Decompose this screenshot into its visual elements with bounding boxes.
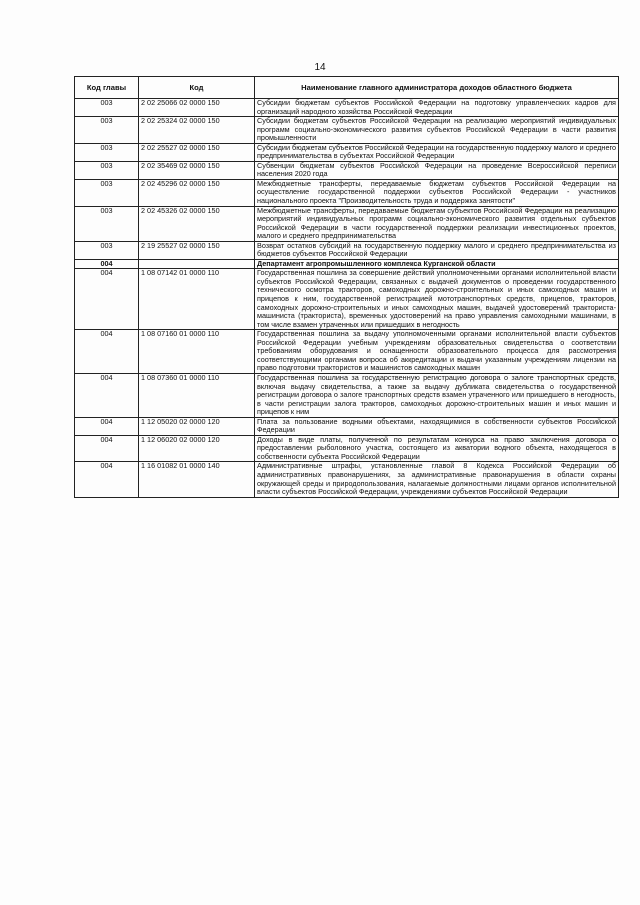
table-row <box>75 206 619 241</box>
table-row <box>75 417 619 435</box>
cell-chapter-code: 003 <box>75 117 139 144</box>
table-row <box>75 435 619 462</box>
cell-administrator-name: Государственная пошлина за совершение действий уполномоченными органами исполнительной власти субъектов Российской Федерации, связанных с выдачей документов о проведении государственного технического осмотра тракторов, самоходных дорожно-строительных и иных самоходных машин и прицепов к ним, государственной регистрацией мототранспортных средств, прицепов, тракторов, самоходных дорожно-строительных и иных самоходных машин, выдачей удостоверений тракториста-машиниста (тракториста), временных удостоверений на право управления самоходными машинами, в том числе взамен утраченных или пришедших в негодность <box>255 269 619 330</box>
cell-budget-code: 1 12 05020 02 0000 120 <box>139 417 255 435</box>
table-body <box>75 99 619 498</box>
cell-administrator-name: Субсидии бюджетам субъектов Российской Федерации на реализацию мероприятий индивидуальных программ социально-экономического развития субъектов Российской Федерации в части развития промышленности <box>255 117 619 144</box>
cell-chapter-code: 004 <box>75 373 139 417</box>
table-row <box>75 462 619 497</box>
cell-administrator-name: Административные штрафы, установленные главой 8 Кодекса Российской Федерации об административных правонарушениях, за административные правонарушения в области охраны окружающей среды и природопользования, налагаемые должностными лицами органов исполнительной власти субъектов Российской Федерации, учреждениями субъектов Российской Федерации <box>255 462 619 497</box>
header-chapter-code: Код главы <box>75 77 139 99</box>
cell-administrator-name: Государственная пошлина за выдачу уполномоченными органами исполнительной власти субъектов Российской Федерации учебным учреждениям образовательных свидетельства о соответствии требованиям оборудования и оснащенности образовательного процесса для рассмотрения соответствующими органами вопроса об аккредитации и выдачи указанным учреждениям лицензии на право подготовки трактористов и машинистов самоходных машин <box>255 330 619 374</box>
cell-budget-code: 2 19 25527 02 0000 150 <box>139 241 255 259</box>
cell-administrator-name: Плата за пользование водными объектами, находящимися в собственности субъектов Российской Федерации <box>255 417 619 435</box>
cell-chapter-code: 003 <box>75 161 139 179</box>
cell-administrator-name: Департамент агропромышленного комплекса Курганской области <box>255 259 619 269</box>
table-row <box>75 143 619 161</box>
table-row <box>75 269 619 330</box>
table-row <box>75 373 619 417</box>
cell-budget-code: 2 02 25066 02 0000 150 <box>139 99 255 117</box>
cell-administrator-name: Субвенции бюджетам субъектов Российской Федерации на проведение Всероссийской переписи населения 2020 года <box>255 161 619 179</box>
page-number: 14 <box>314 62 326 73</box>
cell-budget-code: 1 16 01082 01 0000 140 <box>139 462 255 497</box>
cell-administrator-name: Субсидии бюджетам субъектов Российской Федерации на подготовку управленческих кадров для организаций народного хозяйства Российской Федерации <box>255 99 619 117</box>
cell-administrator-name: Межбюджетные трансферты, передаваемые бюджетам субъектов Российской Федерации на осуществление государственной поддержки субъектов Российской Федерации - участников национального проекта "Производительность труда и поддержка занятости" <box>255 179 619 206</box>
cell-administrator-name: Субсидии бюджетам субъектов Российской Федерации на государственную поддержку малого и среднего предпринимательства в субъектах Российской Федерации <box>255 143 619 161</box>
cell-chapter-code: 004 <box>75 417 139 435</box>
cell-budget-code: 1 08 07360 01 0000 110 <box>139 373 255 417</box>
revenue-administrators-table <box>74 76 619 498</box>
cell-chapter-code: 003 <box>75 206 139 241</box>
cell-budget-code: 1 08 07142 01 0000 110 <box>139 269 255 330</box>
cell-administrator-name: Межбюджетные трансферты, передаваемые бюджетам субъектов Российской Федерации на реализацию мероприятий индивидуальных программ социально-экономического развития отдельных субъектов Российской Федерации в части государственной поддержки реализации инвестиционных проектов, малого и среднего предпринимательства <box>255 206 619 241</box>
cell-chapter-code: 003 <box>75 241 139 259</box>
cell-administrator-name: Государственная пошлина за государственную регистрацию договора о залоге транспортных средств, включая выдачу свидетельства, а также за выдачу дубликата свидетельства о государственной регистрации договора о залоге транспортных средств взамен утраченного или пришедшего в негодность, в части регистрации залога тракторов, самоходных дорожно-строительных машин и иных машин и прицепов к ним <box>255 373 619 417</box>
cell-budget-code: 2 02 45296 02 0000 150 <box>139 179 255 206</box>
table-row <box>75 330 619 374</box>
table-header-row <box>75 77 619 99</box>
cell-budget-code: 1 12 06020 02 0000 120 <box>139 435 255 462</box>
cell-chapter-code: 003 <box>75 143 139 161</box>
table-row <box>75 161 619 179</box>
cell-budget-code: 2 02 45326 02 0000 150 <box>139 206 255 241</box>
table-row <box>75 241 619 259</box>
cell-chapter-code: 004 <box>75 462 139 497</box>
cell-budget-code: 2 02 25527 02 0000 150 <box>139 143 255 161</box>
cell-chapter-code: 004 <box>75 269 139 330</box>
cell-budget-code: 1 08 07160 01 0000 110 <box>139 330 255 374</box>
cell-chapter-code: 003 <box>75 99 139 117</box>
cell-chapter-code: 004 <box>75 435 139 462</box>
cell-administrator-name: Доходы в виде платы, полученной по результатам конкурса на право заключения договора о предоставлении рыболовного участка, состоящего из акватории водного объекта, находящегося в собственности субъекта Российской Федерации <box>255 435 619 462</box>
cell-chapter-code: 004 <box>75 330 139 374</box>
cell-chapter-code: 003 <box>75 179 139 206</box>
cell-budget-code: 2 02 35469 02 0000 150 <box>139 161 255 179</box>
cell-chapter-code: 004 <box>75 259 139 269</box>
table-row <box>75 179 619 206</box>
table-row <box>75 117 619 144</box>
header-administrator-name: Наименование главного администратора доходов областного бюджета <box>255 77 619 99</box>
cell-budget-code: 2 02 25324 02 0000 150 <box>139 117 255 144</box>
header-code: Код <box>139 77 255 99</box>
cell-administrator-name: Возврат остатков субсидий на государственную поддержку малого и среднего предпринимательства из бюджетов субъектов Российской Федерации <box>255 241 619 259</box>
table-row <box>75 99 619 117</box>
